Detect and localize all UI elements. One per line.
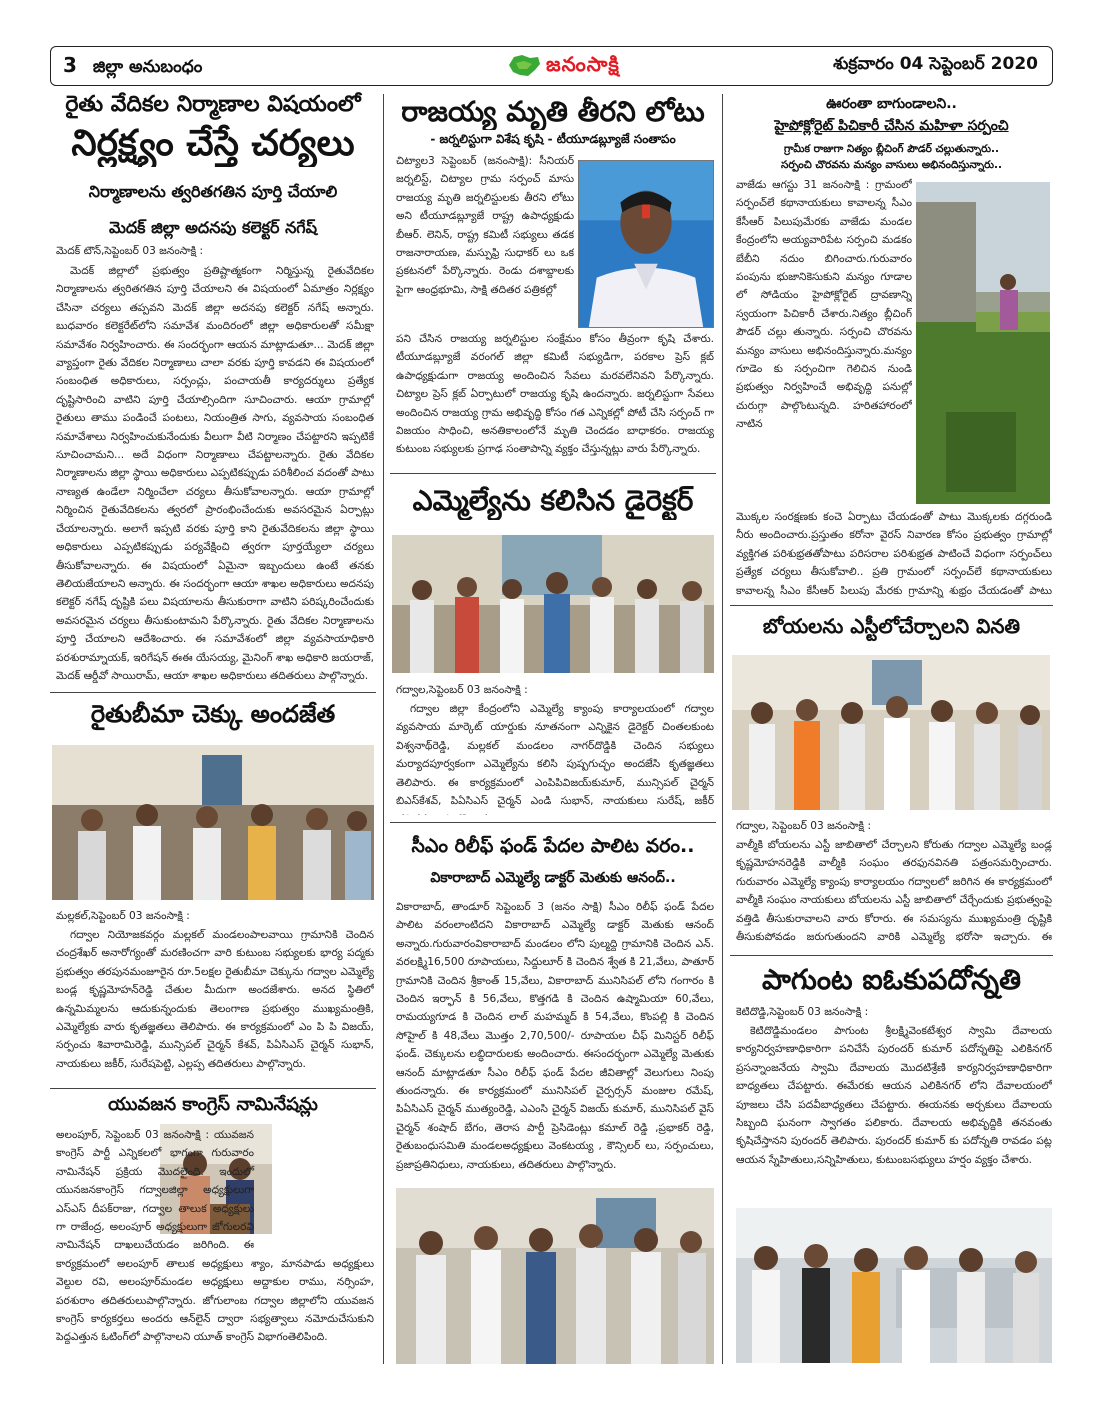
article-dateline: మల్లకల్‌,సెప్టెంబర్‌ 03 జనంసాక్షి :	[56, 910, 190, 922]
article-headline: ఎమ్మెల్యేను కలిసిన డైరెక్టర్‌	[412, 484, 694, 517]
article-headline: సీఎం రిలీఫ్‌ ఫండ్‌ పేదల పాలిట వరం..	[411, 835, 695, 857]
article-subheadline: - జర్నలిస్టుగా విశేష కృషి - టీయూడబ్ల్యూజే సంతాపం	[430, 132, 676, 146]
article-divider	[390, 473, 716, 474]
article-headline: నిర్లక్ష్యం చేస్తే చర్యలు	[71, 123, 355, 164]
article-body: కెటిదొడ్డిమండలం పాగుంట శ్రీలక్ష్మివెంకటేశ్వర స్వామి దేవాలయ కార్యనిర్వహణాధికారిగా పనిచేసే పురందర్‌ కుమార్‌ పదోన్నతిపై ఎలికినగర్‌ ప్రసన్నాంజనేయ స్వామి దేవాలయ మొదటిశ్రేణి కార్యనిర్వహణాధికారిగా బాధ్యతలు చేపట్టారు. ఈమేరకు ఆయన ఎలికినగర్‌ లోని దేవాలయంలో పూజలు చేసి పదవీబాధ్యతలు చేపట్టారు. ఈయనకు అర్చకులు దేవాలయ సిబ్బంది ఘనంగా స్వాగతం పలికారు. దేవాలయ అభివృద్దికి తనవంతు కృషిచేస్తానని పురందర్‌ తెలిపారు. పురందర్‌ కుమార్‌ కు పదోన్నతి రావడం పట్ల ఆయన స్నేహితులు,సన్నిహితులు, కుటుంబసభ్యులు హర్షం వ్యక్తం చేశారు.	[736, 1025, 1052, 1166]
news-photo	[392, 535, 714, 673]
masthead-logo	[506, 50, 620, 82]
header-left	[63, 53, 202, 81]
article-subheadline: మెదక్‌ జిల్లా అదనపు కలెక్టర్‌ నగేష్‌	[108, 218, 318, 237]
section-name: జిల్లా అనుబంధం	[92, 57, 203, 77]
news-photo	[736, 1208, 1052, 1363]
article-headline: బోయలను ఎస్టీలోచేర్చాలని వినతి	[762, 614, 1021, 638]
article-dateline: గద్వాల,సెప్టెంబర్‌ 03 జనంసాక్షి :	[396, 684, 528, 696]
portrait-photo	[578, 160, 714, 328]
article-body-top: చిట్యాల3 సెప్టెంబర్‌ (జనంసాక్షి): సీనియర్‌ జర్నలిస్ట్‌, చిట్యాల గ్రామ సర్పంచ్‌ మాసు రాజయ్య మృతి జర్నలిస్టులకు తీరని లోటు అని టీయూడబ్ల్యూజే రాష్ట్ర ఉపాధ్యక్షుడు బీఆర్‌. లెనిన్‌, రాష్ట్ర కమిటీ సభ్యులు తడక రాజనారాయణ, మస్పుఫ్రి సుధాకర్‌ లు ఒక ప్రకటనలో పేర్కొన్నారు. రెండు దశాబ్దాలకు పైగా ఆంధ్రభూమి, సాక్షి తదితర పత్రికల్లో	[396, 155, 574, 296]
article-body-top: వాజేడు ఆగస్టు 31 జనంసాక్షి : గ్రామంలో సర్పంచ్‌లే కథానాయకులు కావాలన్న సీఎం కేసీఆర్‌ పిలుపుమేరకు వాజేడు మండల కేంద్రంలోని అయ్యవారిపేట సర్పంచి మడకం బేబీని నదుం బిగించారు.గురువారం పంపును భుజానికెసుకుని మన్యం గూడాల లో సోడియం హైపోక్లోరైట్‌ ద్రావణాన్ని స్వయంగా పిచికారీ చేశారు.నిత్యం బ్లీచింగ్‌ పౌడర్‌ చల్లు తున్నారు. సర్పంచి చొరవను మన్యం వాసులు అభినందిస్తున్నారు.మన్యం గూడెం కు సర్పంచిగా గెలిచిన నుండి ప్రభుత్వం నిర్వహించే అభివృద్ధి పనుల్లో చురుగ్గా పాల్గొంటున్నది. హరితహారంలో నాటిన	[736, 179, 912, 431]
article-subheadline: సర్పంచి చొరవను మన్యం వాసులు అభినందిస్తున్నారు..	[781, 159, 1002, 171]
article-divider	[730, 955, 1053, 956]
article-divider	[50, 692, 376, 693]
article-divider	[390, 822, 716, 823]
column-divider	[383, 94, 384, 1364]
article-body	[56, 1126, 374, 1366]
page-header	[50, 46, 1053, 86]
article-kicker: ఊరంతా బాగుండాలని..	[826, 96, 957, 112]
logo-text: జనంసాక్షి	[546, 51, 620, 76]
page-number: 3	[63, 53, 77, 77]
news-photo	[396, 1188, 714, 1364]
article-dateline: మెదక్‌ టౌన్‌,సెప్టెంబర్‌ 03 జనంసాక్షి :	[56, 245, 204, 257]
news-photo	[916, 182, 1050, 504]
article-subheadline: గ్రామీక రాజుగా నిత్యం బ్లీచింగ్‌ పౌడర్‌ చల్లుతున్నారు..	[784, 143, 999, 155]
column-divider	[722, 94, 723, 1364]
issue-date: శుక్రవారం 04 సెప్టెంబర్ 2020	[833, 54, 1038, 74]
article-body: గద్వాల జిల్లా కేంద్రంలోని ఎమ్మెల్యే క్యాంపు కార్యాలయంలో గద్వాల వ్యవసాయ మార్కెట్‌ యార్డుకు నూతనంగా ఎన్నికైన డైరెక్టర్‌ చింతలకుంట విశ్వనాథ్‌రెడ్డి, మల్లకల్‌ మండలం నాగర్‌దొడ్డికి చెందిన సభ్యులు మర్యాదపూర్వకంగా ఎమ్మెల్యేను కలిసి పుష్పగుచ్ఛం అందజేసి కృతజ్ఞతలు తెలిపారు. ఈ కార్యక్రమంలో ఎంపిపివిజయ్‌కుమార్‌, మున్సిపల్‌ చైర్మన్‌ బిఎస్‌కేశవ్‌, పిఏసిఎస్‌ చైర్మన్‌ ఎండి సుభాన్‌, నాయకులు సురేష్‌, జకీర్‌	[396, 703, 714, 808]
article-headline: పాగుంట ఐఓకుపదోన్నతి	[761, 963, 1021, 996]
article-headline: హైపోక్లోరైట్‌ పిచికారీ చేసిన మహిళా సర్పంచి	[774, 118, 1009, 134]
article-headline: రైతుబీమా చెక్కు అందజేత	[90, 700, 336, 728]
article-body: వికారాబాద్‌, తాండూర్‌ సెప్టెంబర్‌ 3 (జనం సాక్షి) సీఎం రిలీఫ్‌ ఫండ్‌ పేదల పాలిట వరంలాంటిదని వికారాబాద్‌ ఎమ్మెల్యే డాక్టర్‌ మెతుకు ఆనంద్‌ అన్నారు.గురువారంవికారాబాద్‌ మండలం లోని పుల్మద్ది గ్రామానికి చెందిన ఎన్‌. వరలక్ష్మి16,500 రూపాయలు, సిద్దులూర్‌ కి చెందిన శ్వేత కి 21,వేలు, పాతూర్‌ గ్రామానికి చెందిన శ్రీకాంత్‌ 15,వేలు, వికారాబాద్‌ మునిసిపల్‌ లోని గంగారం కి చెందిన ఇర్ఫాన్‌ కి 56,వేలు, కొత్తగడి కి చెందిన ఉష్మామియా 60,వేలు, రామయ్యగూడ కి చెందిన లాల్‌ మహమ్మద్‌ కి 54,వేలు, కొంపల్లి కి చెందిన సోహైల్‌ కి 48,వేలు మొత్తం 2,70,500/- రూపాయల చీఫ్‌ మినిస్టర్‌ రిలీఫ్‌ ఫండ్‌. చెక్కులను లబ్ధిదారులకు అందించారు. ఈసందర్భంగా ఎమ్మెల్యే మెతుకు ఆనంద్‌ మాట్లాడతూ సీఎం రిలీఫ్‌ ఫండ్‌ పేదల జీవితాల్లో వెలుగులు నింపు తుందన్నారు. ఈ కార్యక్రమంలో మునిసిపల్‌ చైర్పర్సన్‌ మంజుల రమేష్‌, పిఏసిఎస్‌ చైర్మన్‌ ముత్యంరెడ్డి, ఎఎంసి చైర్మన్‌ విజయ్‌ కుమార్‌, మునిసిపల్‌ వైస్‌ చైర్మన్‌ శంషాద్‌ బేగం, తెరాస పార్టీ ప్రెసిడెంట్లు కమాల్‌ రెడ్డి ,ప్రభాకర్‌ రెడ్డి, రైతుబంధుసమితి మండలఅధ్యక్షులు వెంకటయ్య , కౌన్సిలర్‌ లు, సర్పంచులు, ప్రజాప్రతినిధులు, నాయకులు, తదితరులు పాల్గొన్నారు.	[396, 901, 714, 1171]
article-dateline: గద్వాల, సెప్టెంబర్‌ 03 జనంసాక్షి :	[736, 820, 872, 832]
article-body-text: అలంపూర్‌, సెప్టెంబర్‌ 03 జనంసాక్షి : యువజన కాంగ్రెస్‌ పార్టీ ఎన్నికలలో భాగంగా గురువారం నామినేషన్‌ ప్రక్రియ మొదలైంది. ఇందులో యునజనకాంగ్రెస్‌ గద్వాలజిల్లా అధ్యక్షులుగా ఎస్‌ఎస్‌ దీపక్‌రాజు, గద్వాల తాలుక అధ్యక్షులు గా రాజేంద్ర, అలంపూర్‌ అధ్యక్షులుగా జోగులరవి నామినేషన్‌ దాఖలుచేయడం జరిగింది. ఈ కార్యక్రమంలో అలంపూర్‌ తాలుక అధ్యక్షులు శ్యాం, మానపాడు అధ్యక్షులు వెల్దుల రవి, అలంపూర్‌మండల అధ్యక్షులు అద్దాకుల రాము, నర్సింహ, పరశురాం తదితరులుపాల్గొన్నారు. జోగులాంబ గద్వాల జిల్లాలోని యువజన కాంగ్రెస్‌ కార్యకర్తలు అందరు ఆన్‌లైన్‌ ద్వారా సభ్యత్వాలు నమోదుచేసుకుని పెద్దఎత్తున ఓటింగ్‌లో పాల్గొనాలని యూత్‌ కాంగ్రెస్‌ విభాగంతెలిపింది.	[56, 1129, 374, 1344]
photo-spacer	[254, 1126, 374, 1238]
news-photo	[732, 655, 1050, 810]
article-headline: రాజయ్య మృతి తీరని లోటు	[401, 95, 705, 128]
article-body: గద్వాల నియోజకవర్గం మల్లకల్‌ మండలంపాలవాయి గ్రామానికి చెందిన చంద్రశేఖర్‌ అనారోగ్యంతో మరణించగా వారి కుటుంబ సభ్యులకు భార్య పద్మకు ప్రభుత్వం తరపునమంజూరైన రూ.5లక్షల రైతుబీమా చెక్కును గద్వాల ఎమ్మెల్యే బండ్ల కృష్ణమోహన్‌రెడ్డి చేతుల మీదుగా అందజేశారు. అనద స్థితిలో ఉన్నమిమ్మలను ఆదుకున్నందుకు తెలంగాణ ప్రభుత్వం ముఖ్యమంత్రికి, ఎమ్మెల్యేకు వారు కృతజ్ఞతలు తెలిపారు. ఈ కార్యక్రమంలో ఎం పి పి విజయ్‌, సర్పంచు శివారామిరెడ్డి, మున్సిపల్‌ చైర్మన్‌ కేశవ్‌, పిఏసిఎస్‌ చైర్మన్‌ సుభాన్‌, నాయకులు జకీర్‌, సురేషపెట్టి, ఎల్లప్ప తదితరులు పాల్గొన్నారు.	[56, 929, 374, 1070]
article-kicker: రైతు వేదికల నిర్మాణాల విషయంలో	[65, 92, 361, 117]
news-photo	[52, 745, 374, 900]
article-body: పని చేసిన రాజయ్య జర్నలిస్టుల సంక్షేమం కోసం తీవ్రంగా కృషి చేశారు. టీయూడబ్ల్యూజే వరంగల్‌ జిల్లా కమిటీ సభ్యుడిగా, పరకాల ప్రెస్‌ క్లబ్‌ ఉపాధ్యక్షుడుగా రాజయ్య అందించిన సేవలు మరవలేనివని పేర్కొన్నారు. చిట్యాల ప్రెస్‌ క్లబ్‌ ఏర్పాటులో రాజయ్య కృషి ఉందన్నారు. జర్నలిస్టుగా సేవలు అందించిన రాజయ్య గ్రామ అభివృద్ధి కోసం గత ఎన్నికల్లో పోటీ చేసి సర్పంచ్‌ గా విజయం సాధించి, అనతికాలంలోనే మృతి చెందడం బాధాకరం. రాజయ్య కుటుంబ సభ్యులకు ప్రగాఢ సంతాపాన్ని వ్యక్తం చేస్తున్నట్లు వారు పేర్కొన్నారు.	[396, 333, 714, 456]
article-headline: యువజన కాంగ్రెస్‌ నామినేషన్లు	[108, 1094, 318, 1115]
article-divider	[730, 605, 1053, 606]
article-divider	[50, 1088, 376, 1089]
article-body: వాల్మీకి బోయలను ఎస్టీ జాబితాలో చేర్చాలని కోరుతు గద్వాల ఎమ్మెల్యే బండ్ల కృష్ణమోహనరెడ్డికి వాల్మీకి సంఘం తరఫునవినతి పత్రంసమర్పించారు. గురువారం ఎమ్మెల్యే క్యాంపు కార్యాలయం గద్వాలలో జరిగిన ఈ కార్యక్రమంలో వాల్మీకి సంఘం నాయకులు బోయలను ఎస్టీ జాబితాలో చేర్చేందుకు ప్రభుత్వంపై వత్తిడి తీసుకురావాలని వారు కోరారు. ఈ సమస్యను ముఖ్యమంత్రి దృష్టికి తీసుకుపోవడం జరుగుతుందని వారికి ఎమ్మెల్యే భరోసా ఇచ్చారు. ఈ	[736, 839, 1052, 944]
telangana-map-icon	[506, 53, 542, 79]
article-body: మొక్కల సంరక్షణకు కంచె ఏర్పాటు చేయడంతో పాటు మొక్కలకు దగ్గరుండి నీరు అందించారు.ప్రస్తుతం కరోనా వైరస్‌ నివారణ కోసం ప్రభుత్వం గ్రామాల్లో వ్యక్తిగత పరిశుభ్రతతోపాటు పరిసరాల పరిశుభ్రత పాటించే విధంగా సర్పంచ్‌లు ప్రత్యేక చర్యలు తీసుకోవాలి.. ప్రతి గ్రామంలో సర్పంచ్‌లే కథానాయకులు కావాలన్న సీఎం కేసీఆర్‌ పిలుపు మేరకు గ్రామాన్ని శుభ్రం చేయడంతో పాటు	[736, 511, 1052, 597]
article-subheadline: వికారాబాద్‌ ఎమ్మెల్యే డాక్టర్‌ మెతుకు ఆనంద్‌..	[430, 870, 676, 886]
article-body: మెదక్‌ జిల్లాలో ప్రభుత్వం ప్రతిష్టాత్మకంగా నిర్మిస్తున్న రైతువేదికల నిర్మాణాలను త్వరితగతిన పూర్తి చేయాలని ఈ విషయంలో ఏమాత్రం నిర్లక్ష్యం చేసినా చర్యలు తప్పవని మెదక్‌ జిల్లా అదనపు కలెక్టర్‌ నగేష్‌ అన్నారు. బుధవారం కలెక్టరేట్‌లోని సమావేశ మందిరంలో జిల్లా అధికారులతో సమీక్షా సమావేశం నిర్వహించారు. ఈ సందర్భంగా ఆయన మాట్లాడుతూ... మెదక్‌ జిల్లా వ్యాప్తంగా రైతు వేదికల నిర్మాణాలు చాలా వరకు పూర్తి కావడని ఈ విషయంలో సంబంధిత అధికారులు, సర్పంచ్లు, పంచాయతీ కార్యదర్శులు ప్రత్యేక దృష్టిసారించి వాటిని పూర్తి చేయాల్సిందిగా సూచించారు. ఆయా గ్రామాల్లో రైతులు తాము పండించే పంటలు, నియంత్రిత సాగు, వ్యవసాయ సంబంధిత సమావేశాలు నిర్వహించుకునేందుకు వీలుగా వీటి నిర్మాణం చేపట్టారని ఇప్పటికే సూచించామని... అదే విధంగా నిర్మాణాలు చేపట్టాలన్నారు. రైతు వేదికల నిర్మాణాలను జిల్లా స్థాయి అధికారులు ఎప్పటికప్పుడు పరిశీలించ వదంతో పాటు నాణ్యత ఉండేలా నిర్మించేలా చర్యలు తీసుకోవాలన్నారు. ఆయా గ్రామాల్లో నిర్మించిన రైతువేదికలను త్వరలో ప్రారంభించేందుకు అవసరమైన ఏర్పాట్లు చేయాలన్నారు. అలాగే ఇప్పటి వరకు పూర్తి కాని రైతువేదికలను జిల్లా స్థాయి అధికారులు ఎప్పటికప్పుడు పర్యవేక్షించి త్వరగా పూర్తయ్యేలా చర్యలు తీసుకోవాలన్నారు. ఈ విషయంలో ఏమైనా ఇబ్బందులు ఉంటే తనకు తెలియజేయాలని అన్నారు. ఈ సందర్భంగా ఆయా శాఖల అధికారులు అదనపు కలెక్టర్‌ నగేష్‌ దృష్టికి పలు విషయాలను తీసుకురాగా వాటిని పరిష్కరించేందుకు అవసరమైన చర్యలు తీసుకుంటామని పేర్కొన్నారు. రైతు వేదికల నిర్మాణాలను పూర్తి చేయాలని ఆదేశించారు. ఈ సమావేశంలో జిల్లా వ్యవసాయాధికారి పరశురామ్నాయక్‌, ఇరిగేషన్‌ ఈఈ యేసయ్య, మైనింగ్‌ శాఖ అధికారి జయరాజ్‌, మెదక్‌ ఆర్డీవో సాయిరామ్‌, ఆయా శాఖల అధికారులు తదితరులు పాల్గొన్నారు.	[56, 265, 374, 682]
article-dateline: కెటిదొడ్డి,సెప్టెంబర్‌ 03 జనంసాక్షి :	[736, 1006, 869, 1018]
article-subheadline: నిర్మాణాలను త్వరితగతిన పూర్తి చేయాలి	[88, 182, 338, 201]
